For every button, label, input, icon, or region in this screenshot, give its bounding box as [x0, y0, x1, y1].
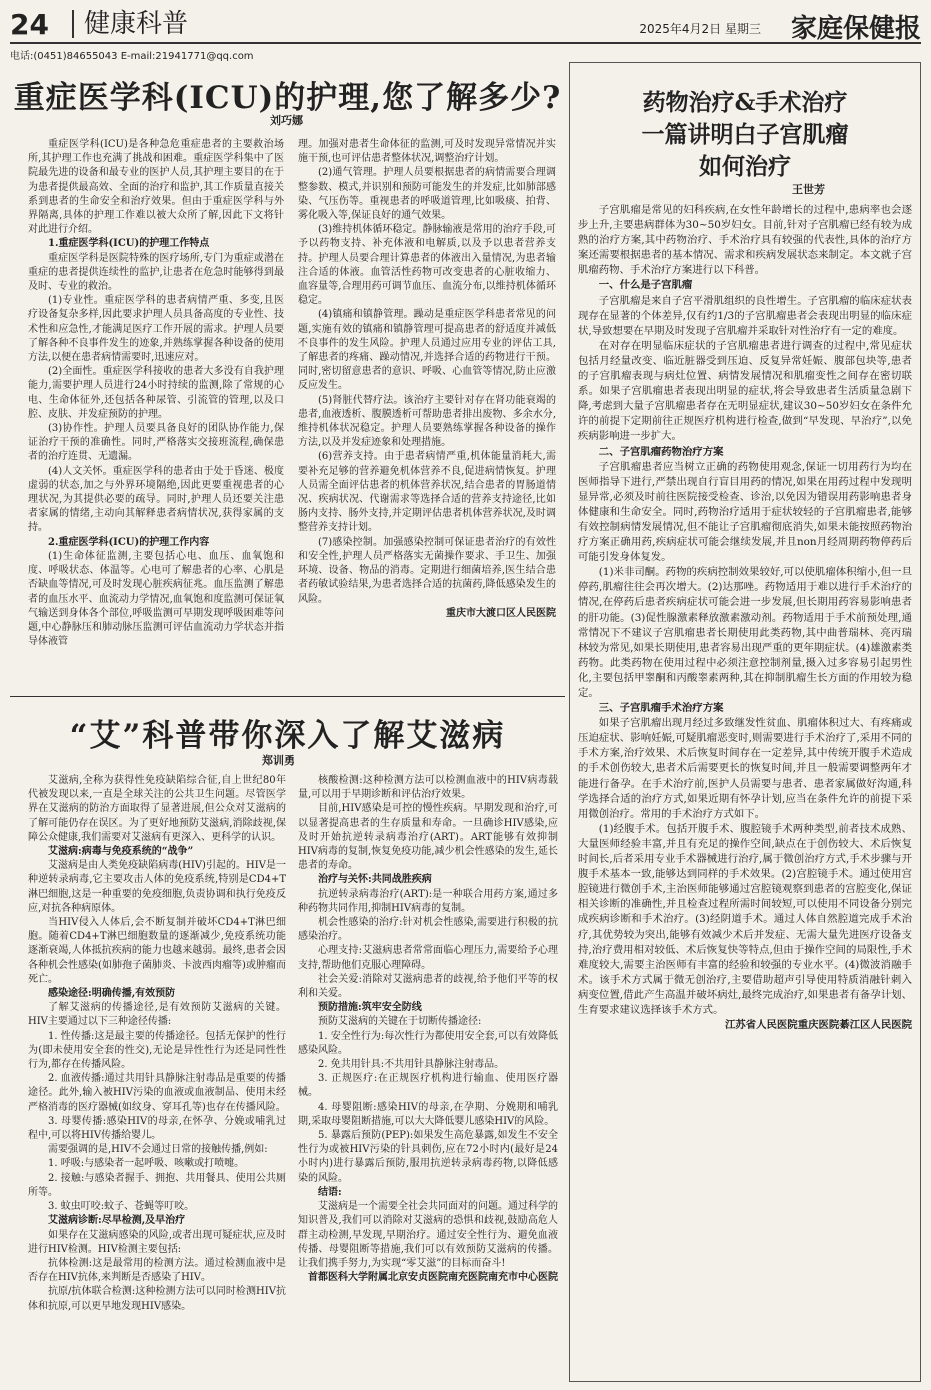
paragraph: 子宫肌瘤是来自子宫平滑肌组织的良性增生。子宫肌瘤的临床症状表现存在显著的个体差异,仅有约1/3的子宫肌瘤患者会表现出明显的临床症状,导致想要在早期及时发现子宫肌瘤并采取针对性治疗有一定的难度。	[578, 294, 912, 337]
paragraph: 了解艾滋病的传播途径,是有效预防艾滋病的关键。HIV主要通过以下三种途径传播:	[28, 1002, 286, 1028]
paragraph: (5)肾脏代替疗法。该治疗主要针对存在肾功能衰竭的患者,血液透析、腹膜透析可帮助患者排出废物、多余水分,维持机体状况稳定。护理人员要熟练掌握各种设备的操作方法,以及并发症迹象和处理措施。	[298, 394, 556, 449]
paragraph: 2. 血液传播:通过共用针具静脉注射毒品是重要的传播途径。此外,输入被HIV污染的血液或血液制品、使用未经严格消毒的医疗器械(如纹身、穿耳孔等)也存在传播风险。	[28, 1073, 286, 1113]
paragraph: (3)协作性。护理人员要具备良好的团队协作能力,保证治疗干预的准确性。同时,严格落实交接班流程,确保患者的治疗连贯、无遗漏。	[28, 423, 284, 463]
article3-author: 王世芳	[792, 183, 825, 196]
subheading: 2.重症医学科(ICU)的护理工作内容	[48, 536, 210, 548]
paragraph: 艾滋病,全称为获得性免疫缺陷综合征,自上世纪80年代被发现以来,一直是全球关注的公共卫生问题。尽管医学界在艾滋病的防治方面取得了显著进展,但公众对艾滋病的了解可能仍存在误区。为了更好地预防艾滋病,消除歧视,保障公众健康,我们需要对艾滋病有更深入、更科学的认识。	[28, 775, 286, 843]
subheading: 治疗与关怀:共同战胜疾病	[318, 874, 432, 886]
article-divider	[10, 696, 565, 697]
paragraph: 在对存在明显临床症状的子宫肌瘤患者进行调查的过程中,常见症状包括月经量改变、临近脏器受到压迫、反复异常妊娠、腹部包块等,患者的子宫肌瘤表现与病灶位置、病情发展情况和肌瘤变性之间存在密切联系。如果子宫肌瘤患者表现出明显的症状,将会导致患者生活质量急剧下降,考虑到大量子宫肌瘤患者存在无明显症状,建议30~50岁妇女在条件允许的前提下定期前往正规医疗机构进行检查,做到“早发现、早治疗”,以免疾病影响进一步扩大。	[578, 339, 912, 443]
subheading: 预防措施:筑牢安全防线	[318, 1002, 422, 1014]
subheading: 二、子宫肌瘤药物治疗方案	[598, 445, 724, 458]
paragraph: 重症医学科是医院特殊的医疗场所,专门为重症或潜在重症的患者提供连续性的监护,让患者在危急时能够得到最及时、专业的救治。	[28, 252, 284, 293]
subheading: 三、子宫肌瘤手术治疗方案	[598, 702, 724, 715]
article2-column-2	[298, 774, 558, 1380]
article3-title-line: 一篇讲明白子宫肌瘤	[641, 121, 849, 148]
page-number: 24	[10, 8, 49, 41]
subheading: 一、什么是子宫肌瘤	[598, 279, 693, 292]
subheading: 结语:	[318, 1186, 342, 1198]
paragraph: 2. 接触:与感染者握手、拥抱、共用餐具、使用公共厕所等。	[28, 1172, 286, 1198]
right-column-box	[569, 62, 921, 1382]
left-column	[10, 62, 565, 1382]
paragraph: 重症医学科(ICU)是各种急危重症患者的主要救治场所,其护理工作也充满了挑战和困难。重症医学科集中了医院最先进的设备和最专业的医护人员,其护理主要目的在于为患者提供最高效、全面的治疗和监护,其工作质量直接关系到患者的生命安全和治疗效果。但由于重症医学科与外界隔离,具体的护理工作难以被大众所了解,因此下文将针对此进行介绍。	[28, 139, 284, 236]
article3-title	[570, 87, 920, 183]
paragraph: 艾滋病是一个需要全社会共同面对的问题。通过科学的知识普及,我们可以消除对艾滋病的恐惧和歧视,鼓励高危人群主动检测,早发现,早期治疗。通过安全性行为、避免血液传播、母婴阻断等措施,我们可以有效预防艾滋病的传播。让我们携手努力,为实现“零艾滋”的目标而奋斗!	[298, 1201, 558, 1269]
paragraph: 1. 安全性行为:每次性行为都使用安全套,可以有效降低感染风险。	[298, 1030, 558, 1056]
article1-column-2	[298, 138, 556, 690]
subheading: 感染途径:明确传播,有效预防	[48, 988, 176, 1000]
paragraph: 子宫肌瘤是常见的妇科疾病,在女性年龄增长的过程中,患病率也会逐步上升,主要患病群体为30~50岁妇女。目前,针对子宫肌瘤已经有较为成熟的治疗方案,其中药物治疗、手术治疗具有较强的代表性,具体的治疗方案还需要根据患者的基本情况、需求和疾病发展状态来制定。本文就子宫肌瘤药物、手术治疗方案进行以下科普。	[578, 204, 912, 277]
subheading: 艾滋病诊断:尽早检测,及早治疗	[48, 1215, 186, 1227]
paragraph: (1)专业性。重症医学科的患者病情严重、多变,且医疗设备复杂多样,因此要求护理人员具备高度的专业性、技术性和应急性,才能满足医疗工作开展的需求。护理人员要了解各种不良事件发生的迹象,并熟练掌握各种设备的使用方法,以便在患者病情需要时,迅速应对。	[28, 295, 284, 364]
paragraph: (2)全面性。重症医学科接收的患者大多没有自我护理能力,需要护理人员进行24小时持续的监测,除了常规的心电、生命体征外,还包括各种尿管、引流管的管理,以及口腔、皮肤、并发症预防的护理。	[28, 366, 284, 420]
paragraph: 当HIV侵入人体后,会不断复制并破坏CD4+T淋巴细胞。随着CD4+T淋巴细胞数量的逐渐减少,免疫系统功能逐渐衰竭,人体抵抗疾病的能力也越来越弱。最终,患者会因各种机会性感染(如肺孢子菌肺炎、卡波西肉瘤等)或肿瘤而死亡。	[28, 917, 286, 985]
paragraph: (1)经腹手术。包括开腹手术、腹腔镜手术两种类型,前者技术成熟、大量医师经验丰富,并且有充足的操作空间,缺点在于创伤较大、术后恢复时间长,后者采用专业手术器械进行治疗,属于微创治疗方式,手术步骤与开腹手术基本一致,能够达到同样的手术效果。(2)宫腔镜手术。通过使用宫腔镜进行微创手术,主治医师能够通过宫腔镜观察到患者的宫腔变化,保证相关诊断的准确性,并且检查过程所需时间较短,可以使用不同设备分别完成疾病诊断和手术治疗。(3)经阴道手术。通过人体自然腔道完成手术治疗,其优势较为突出,能够有效减少术后并发症、无需大量先进医疗设备支持,治疗费用相对较低、术后恢复快等特点,但由于操作空间的局限性,手术难度较大,需要主治医师有丰富的经验和较强的专业水平。(4)微波消融手术。该手术方式属于微无创治疗,主要借助超声引导使用特质消融针刺入病变位置,借此产生高温并破坏病灶,最终完成治疗,如果患者有备孕计划、生育要求建议选择该手术方式。	[578, 822, 912, 1016]
source-line: 江苏省人民医院重庆医院綦江区人民医院	[724, 1019, 912, 1032]
paragraph: 2. 免共用针具:不共用针具静脉注射毒品。	[318, 1059, 505, 1071]
paragraph: (3)维持机体循环稳定。静脉输液是常用的治疗手段,可予以药物支持、补充体液和电解质,以及予以患者营养支持。护理人员要合理计算患者的体液出入量情况,为患者输注合适的体液。血管活性药物可改变患者的心脏收缩力、血容量等,合理用药可调节血压、血流分布,以维持机体循环稳定。	[298, 224, 556, 307]
article2-title: “艾”科普带你深入了解艾滋病	[69, 718, 506, 754]
paragraph: 3. 母婴传播:感染HIV的母亲,在怀孕、分娩或哺乳过程中,可以将HIV传播给婴儿。	[28, 1115, 286, 1142]
article1-author: 刘巧娜	[270, 114, 303, 127]
paragraph: 如果子宫肌瘤出现月经过多致继发性贫血、肌瘤体积过大、有疼痛或压迫症状、影响妊娠,可疑肌瘤恶变时,则需要进行手术治疗了,采用不同的手术方案,治疗效果、术后恢复时间存在一定差异,其中传统开腹手术造成的手术创伤较大,患者术后需要更长的恢复时间,并且一般需要调整两年才能进行备孕。在手术治疗前,医护人员需要与患者、患者家属做好沟通,科学选择合适的治疗方式,如果近期有怀孕计划,应当在条件允许的前提下采用微创治疗。常用的手术治疗方式如下。	[578, 717, 912, 820]
paragraph: 预防艾滋病的关键在于切断传播途径:	[318, 1016, 482, 1028]
paragraph: 需要强调的是,HIV不会通过日常的接触传播,例如:	[48, 1144, 268, 1156]
paragraph: 抗体检测:这是最常用的检测方法。通过检测血液中是否存在HIV抗体,来判断是否感染了HIV。	[28, 1257, 286, 1284]
subheading: 艾滋病:病毒与免疫系统的“战争”	[48, 846, 194, 858]
paragraph: (4)人文关怀。重症医学科的患者由于处于昏迷、极度虚弱的状态,加之与外界环境隔绝,因此更要重视患者的心理状况,为其提供必要的疏导。同时,护理人员还要关注患者家属的情绪,主动向其解释患者病情状况,获得家属的支持。	[28, 465, 284, 534]
subheading: 1.重症医学科(ICU)的护理工作特点	[48, 238, 210, 250]
article1-title: 重症医学科(ICU)的护理,您了解多少?	[13, 80, 562, 116]
article3-title-line: 如何治疗	[699, 153, 791, 180]
paragraph: 艾滋病是由人类免疫缺陷病毒(HIV)引起的。HIV是一种逆转录病毒,它主要攻击人体的免疫系统,特别是CD4+T淋巴细胞,这是一种重要的免疫细胞,负责协调和执行免疫反应,对抗各种病原体。	[28, 860, 286, 914]
newspaper-name: 家庭保健报	[790, 14, 921, 44]
paragraph: 3. 正规医疗:在正规医疗机构进行输血、使用医疗器械。	[298, 1073, 558, 1099]
paragraph: (4)镇痛和镇静管理。躁动是重症医学科患者常见的问题,实施有效的镇痛和镇静管理可提高患者的舒适度并减低不良事件的发生风险。护理人员通过应用专业的评估工具,了解患者的疼痛、躁动情况,并选择合适的药物进行干预。同时,密切留意患者的意识、呼吸、心血管等情况,防止应激反应发生。	[298, 309, 556, 392]
paragraph: 4. 母婴阻断:感染HIV的母亲,在孕期、分娩期和哺乳期,采取母婴阻断措施,可以大大降低婴儿感染HIV的风险。	[298, 1101, 558, 1127]
page-header	[10, 8, 921, 44]
source-line: 重庆市大渡口区人民医院	[446, 607, 556, 619]
article2-author: 郑训勇	[262, 754, 295, 767]
article1-column-1	[28, 138, 284, 690]
paragraph: 5. 暴露后预防(PEP):如果发生高危暴露,如发生不安全性行为或被HIV污染的针具刺伤,应在72小时内(最好是24小时内)进行暴露后预防,服用抗逆转录病毒药物,以降低感染的风险。	[298, 1130, 558, 1184]
paragraph: (6)营养支持。由于患者病情严重,机体能量消耗大,需要补充足够的营养避免机体营养不良,促进病情恢复。护理人员需全面评估患者的机体营养状况,结合患者的胃肠道情况、疾病状况、代谢需求等选择合适的营养支持途径,比如肠内支持、肠外支持,并定期评估患者机体营养状况,及时调整营养支持计划。	[298, 451, 556, 534]
paragraph: (2)通气管理。护理人员要根据患者的病情需要合理调整参数、模式,并识别和预防可能发生的并发症,比如肺部感染、气压伤等。重视患者的呼吸道管理,比如吸痰、拍背、雾化吸入等,保证良好的通气效果。	[298, 167, 556, 222]
paragraph: (1)生命体征监测,主要包括心电、血压、血氧饱和度、呼吸状态、体温等。心电可了解患者的心率、心肌是否缺血等情况,可及时发现心脏疾病征兆。血压监测了解患者的血压水平、血流动力学情况,血氧饱和度监测可保证氧气输送到身体各个部位,呼吸监测可早期发现呼吸困难等问题,中心静脉压和肺动脉压监测可评估血流动力学状态并指导体液管	[28, 550, 284, 648]
article3-body	[578, 203, 912, 1375]
section-name: 健康科普	[72, 10, 188, 38]
paragraph: 1. 呼吸:与感染者一起呼吸、咳嗽或打喷嚏。	[48, 1158, 245, 1170]
article3-title-line: 药物治疗&手术治疗	[642, 89, 848, 116]
contact-line: 电话:(0451)84655043 E-mail:21941771@qq.com	[10, 51, 254, 62]
paragraph: 心理支持:艾滋病患者常常面临心理压力,需要给予心理支持,帮助他们克服心理障碍。	[298, 945, 558, 971]
paragraph: 社会关爱:消除对艾滋病患者的歧视,给予他们平等的权利和关爱。	[298, 973, 558, 1000]
paragraph: 1. 性传播:这是最主要的传播途径。包括无保护的性行为(即未使用安全套的性交),无论是异性性行为还是同性性行为,都存在传播风险。	[28, 1030, 286, 1071]
paragraph: (7)感染控制。加强感染控制可保证患者治疗的有效性和安全性,护理人员严格落实无菌操作要求、手卫生、加强环境、设备、物品的消毒。定期进行细菌培养,医生结合患者药敏试验结果,为患者选择合适的抗菌药,降低感染发生的风险。	[298, 536, 556, 605]
issue-date: 2025年4月2日 星期三	[639, 22, 761, 36]
paragraph: 核酸检测:这种检测方法可以检测血液中的HIV病毒载量,可以用于早期诊断和评估治疗效果。	[298, 775, 558, 801]
paragraph: 子宫肌瘤患者应当树立正确的药物使用观念,保证一切用药行为均在医师指导下进行,严禁出现自行盲目用药的情况,如果在用药过程中发现明显异常,必须及时前往医院接受检查、诊治,以免因为错误用药影响患者身体健康和生命安全。同时,药物治疗适用于症状较轻的子宫肌瘤患者,能够有效控制病情发展情况,但不能让子宫肌瘤彻底消失,如果未能按照药物治疗方案正确用药,疾病症状可能会继续发展,并且non月经周期药物停药后可能引发身体复发。	[578, 460, 912, 564]
paragraph: 理。加强对患者生命体征的监测,可及时发现异常情况并实施干预,也可评估患者整体状况,调整治疗计划。	[298, 139, 556, 165]
paragraph: 机会性感染的治疗:针对机会性感染,需要进行积极的抗感染治疗。	[298, 917, 558, 943]
paragraph: 抗逆转录病毒治疗(ART):是一种联合用药方案,通过多种药物共同作用,抑制HIV病毒的复制。	[298, 888, 558, 914]
source-line: 首都医科大学附属北京安贞医院南充医院南充市中心医院	[308, 1272, 558, 1284]
paragraph: 目前,HIV感染是可控的慢性疾病。早期发现和治疗,可以显著提高患者的生存质量和寿命。一旦确诊HIV感染,应及时开始抗逆转录病毒治疗(ART)。ART能够有效抑制HIV病毒的复制,恢复免疫功能,减少机会性感染的发生,延长患者的寿命。	[298, 803, 558, 872]
paragraph: (1)米非司酮。药物的疾病控制效果较好,可以使肌瘤体积缩小,但一旦停药,肌瘤往往会再次增大。(2)达那唑。药物适用于难以进行手术治疗的情况,在停药后患者疾病症状可能会进一步发展,但长期用药容易影响患者的肝功能。(3)促性腺激素释放激素激动剂。药物适用于手术前预处理,通常情况下不建议子宫肌瘤患者长期使用此类药物,其中曲普瑞林、亮丙瑞林较为常见,如果长期使用,患者容易出现严重的更年期症状。(4)雄激素类药物。此类药物在使用过程中必须注意控制剂量,摄入过多容易引起男性化,主要包括甲睾酮和丙酸睾素两种,其在抑制肌瘤生长方面的作用较为稳定。	[578, 566, 912, 699]
article2-column-1	[28, 774, 286, 1380]
paragraph: 3. 蚊虫叮咬:蚊子、苍蝇等叮咬。	[48, 1201, 195, 1213]
paragraph: 如果存在艾滋病感染的风险,或者出现可疑症状,应及时进行HIV检测。HIV检测主要包括:	[28, 1229, 286, 1255]
paragraph: 抗原/抗体联合检测:这种检测方法可以同时检测HIV抗体和抗原,可以更早地发现HIV感染。	[28, 1286, 286, 1312]
